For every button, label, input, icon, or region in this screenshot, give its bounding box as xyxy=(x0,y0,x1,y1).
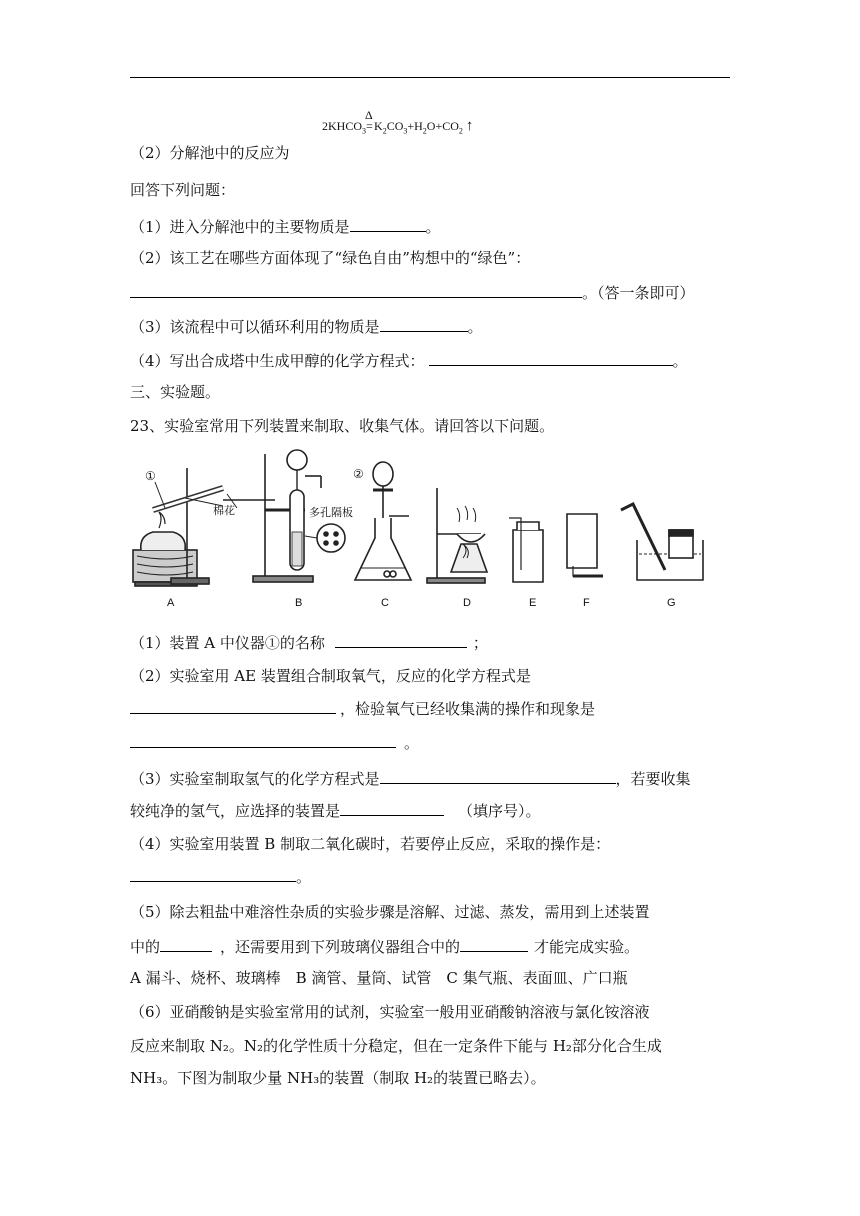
part-6c: NH₃。下图为制取少量 NH₃的装置（制取 H₂的装置已略去）。 xyxy=(130,1069,546,1087)
part-1 xyxy=(130,632,488,653)
eq-rhs-4: O+CO xyxy=(426,119,459,133)
p4b-text: 。 xyxy=(296,868,312,886)
label-c: C xyxy=(381,597,389,609)
p5b-text: 中的 xyxy=(130,938,161,956)
apparatus-g xyxy=(621,504,703,580)
label-b: B xyxy=(295,597,303,609)
q1-text: （1）进入分解池中的主要物质是 xyxy=(130,218,350,236)
part-5-options: A 漏斗、烧杯、玻璃棒 B 滴管、量筒、试管 C 集气瓶、表面皿、广口瓶 xyxy=(130,969,628,987)
mark-1: ① xyxy=(145,469,156,483)
q3-end: 。 xyxy=(467,318,483,336)
p2c-text: 。 xyxy=(404,734,420,752)
label-g: G xyxy=(667,597,676,609)
eq-arrow: ↑ xyxy=(465,118,474,134)
question-1 xyxy=(130,216,441,237)
section2-intro: （2）分解池中的反应为 xyxy=(130,144,290,162)
p1-blank[interactable] xyxy=(335,632,467,648)
label-e: E xyxy=(529,597,537,609)
p3-blank-2[interactable] xyxy=(340,800,444,816)
p5-blank-2[interactable] xyxy=(460,936,528,952)
label-d: D xyxy=(463,597,471,609)
section-title: 三、实验题。 xyxy=(130,383,221,401)
part-5b xyxy=(130,936,639,957)
cotton-label: 棉花 xyxy=(213,505,235,517)
eq-rhs-3: +H xyxy=(407,119,423,133)
q3-text: （3）该流程中可以循环利用的物质是 xyxy=(130,318,380,336)
part-2c xyxy=(130,732,419,753)
q3-blank[interactable] xyxy=(380,316,468,332)
apparatus-e xyxy=(509,518,543,582)
p3-blank-1[interactable] xyxy=(380,768,616,784)
p3c-text: 较纯净的氢气，应选择的装置是 xyxy=(130,802,341,820)
q2-blank[interactable] xyxy=(130,282,582,298)
q4-end: 。 xyxy=(672,352,688,370)
part-2b xyxy=(130,698,595,719)
apparatus-b xyxy=(253,450,353,582)
part-2a: （2）实验室用 AE 装置组合制取氧气，反应的化学方程式是 xyxy=(130,667,531,685)
header-rule xyxy=(130,77,730,78)
eq-delta: Δ xyxy=(365,108,373,122)
q2-tail: 。（答一条即可） xyxy=(582,284,695,302)
part-3a xyxy=(130,768,691,789)
p3d-text: （填序号）。 xyxy=(458,802,541,820)
part-5a: （5）除去粗盐中难溶性杂质的实验步骤是溶解、过滤、蒸发，需用到上述装置 xyxy=(130,903,650,921)
p2b-text: ，检验氧气已经收集满的操作和现象是 xyxy=(340,700,596,718)
p4-blank[interactable] xyxy=(130,866,296,882)
eq-lhs: 2KHCO xyxy=(322,119,363,133)
apparatus-figure xyxy=(125,448,715,618)
part-4a: （4）实验室用装置 B 制取二氧化碳时，若要停止反应，采取的操作是： xyxy=(130,835,611,853)
question-4 xyxy=(130,350,688,371)
apparatus-f xyxy=(567,514,603,576)
q1-blank[interactable] xyxy=(350,216,426,232)
decomposition-equation: $2KHCO_3$ Δ $=K_2CO_3+H_2O+CO_2$ ↑ xyxy=(322,108,474,136)
p1-text: （1）装置 A 中仪器①的名称 xyxy=(130,634,325,652)
porous-label: 多孔隔板 xyxy=(309,507,353,519)
question-3 xyxy=(130,316,483,337)
q4-text: （4）写出合成塔中生成甲醇的化学方程式： xyxy=(130,352,425,370)
p2-blank-2[interactable] xyxy=(130,732,396,748)
question-2: （2）该工艺在哪些方面体现了“绿色自由”构想中的“绿色”： xyxy=(130,249,531,267)
label-f: F xyxy=(583,597,590,609)
question-23: 23、实验室常用下列装置来制取、收集气体。请回答以下问题。 xyxy=(130,417,555,435)
part-6a: （6）亚硝酸钠是实验室常用的试剂，实验室一般用亚硝酸钠溶液与氯化铵溶液 xyxy=(130,1003,650,1021)
part-3b xyxy=(130,800,541,821)
q1-end: 。 xyxy=(425,218,441,236)
eq-rhs-1: K xyxy=(374,119,383,133)
label-a: A xyxy=(167,597,175,609)
mark-2: ② xyxy=(353,467,364,481)
apparatus-c xyxy=(353,462,411,580)
answer-prompt: 回答下列问题： xyxy=(130,181,236,199)
part-6b: 反应来制取 N₂。N₂的化学性质十分稳定，但在一定条件下能与 H₂部分化合生成 xyxy=(130,1037,662,1055)
p5c-text: ，还需要用到下列玻璃仪器组合中的 xyxy=(220,938,461,956)
p3a-text: （3）实验室制取氢气的化学方程式是 xyxy=(130,770,380,788)
p2-blank-1[interactable] xyxy=(130,698,336,714)
part-4b xyxy=(130,866,311,887)
q4-blank[interactable] xyxy=(429,350,673,366)
p1-end: ； xyxy=(472,634,488,652)
eq-rhs-2: CO xyxy=(386,119,404,133)
apparatus-d xyxy=(427,488,487,583)
apparatus-a xyxy=(133,468,275,586)
p3b-text: ，若要收集 xyxy=(615,770,691,788)
p5-blank-1[interactable] xyxy=(160,936,212,952)
p5d-text: 才能完成实验。 xyxy=(534,938,640,956)
question-2-answer xyxy=(130,282,695,303)
